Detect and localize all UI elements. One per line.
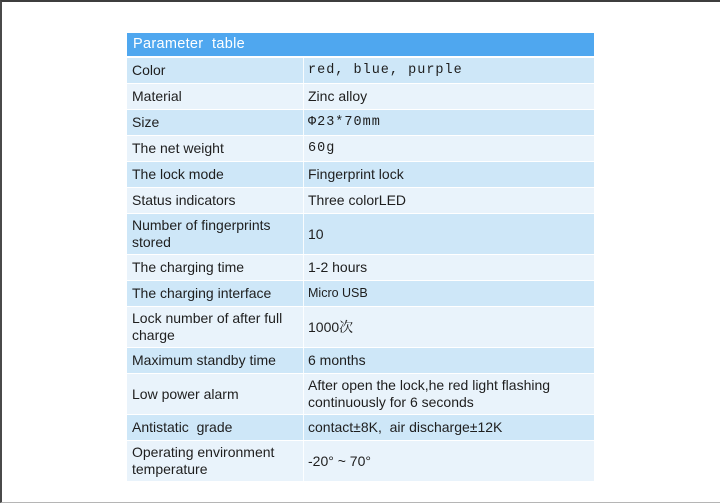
param-label: Material <box>127 84 304 109</box>
param-value: Fingerprint lock <box>308 166 404 182</box>
param-value: red, blue, purple <box>308 63 463 78</box>
parameter-table <box>127 33 594 482</box>
table-row <box>127 84 594 109</box>
table-row <box>127 188 594 213</box>
parameter-table-body <box>127 58 594 481</box>
table-row <box>127 255 594 280</box>
param-value: 10 <box>308 225 324 242</box>
param-value: 1000次 <box>308 318 354 335</box>
param-value: Micro USB <box>308 286 368 300</box>
table-row <box>127 374 594 414</box>
param-value: 1-2 hours <box>308 259 368 275</box>
param-value: 60g <box>308 141 336 156</box>
table-row <box>127 162 594 187</box>
param-label: Antistatic grade <box>127 415 304 440</box>
param-value: -20° ~ 70° <box>308 452 371 469</box>
param-label: Number of fingerprints stored <box>127 214 304 254</box>
table-row <box>127 415 594 440</box>
param-label: Lock number of after full charge <box>127 307 304 347</box>
param-value: Three colorLED <box>308 192 407 208</box>
param-label: Status indicators <box>127 188 304 213</box>
table-row <box>127 58 594 83</box>
param-label: Operating environment temperature <box>127 441 304 481</box>
param-label: The net weight <box>127 136 304 161</box>
param-value: Φ23*70mm <box>308 115 381 130</box>
table-row <box>127 214 594 254</box>
table-row <box>127 307 594 347</box>
param-value: Zinc alloy <box>308 88 368 104</box>
param-label: Maximum standby time <box>127 348 304 373</box>
table-row <box>127 136 594 161</box>
table-row <box>127 281 594 306</box>
param-value: After open the lock,he red light flashing continuously for 6 seconds <box>308 377 554 410</box>
param-value: contact±8K, air discharge±12K <box>308 419 503 435</box>
table-row <box>127 348 594 373</box>
param-label: Color <box>127 58 304 83</box>
param-label: The charging interface <box>127 281 304 306</box>
param-label: Low power alarm <box>127 374 304 414</box>
param-value: 6 months <box>308 352 366 368</box>
table-row <box>127 441 594 481</box>
table-row <box>127 110 594 135</box>
param-label: The lock mode <box>127 162 304 187</box>
param-label: Size <box>127 110 304 135</box>
parameter-table-header: Parameter table <box>127 33 594 56</box>
param-label: The charging time <box>127 255 304 280</box>
